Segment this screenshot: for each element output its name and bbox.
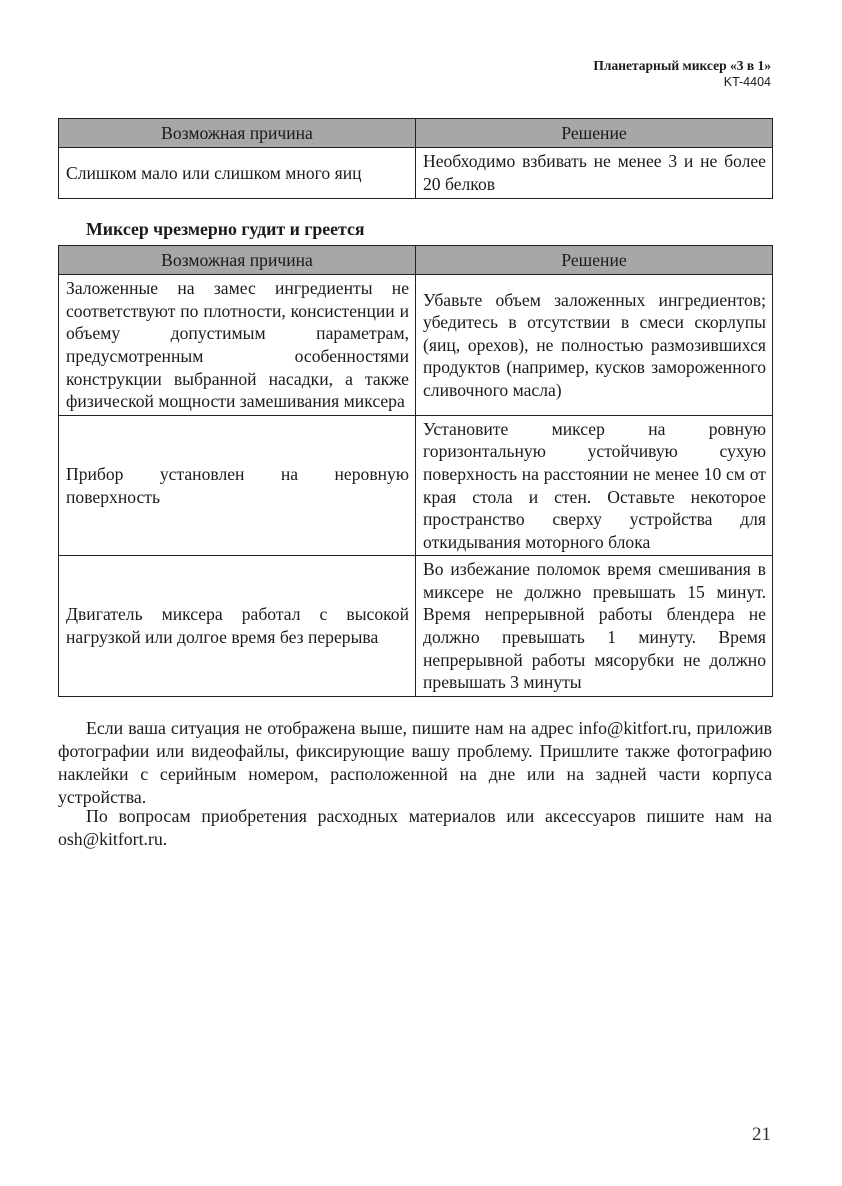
table-row [59, 416, 773, 556]
solution-cell: Во избежание поломок время смешивания в миксере не должно превышать 15 минут. Время непрерывной работы блендера не должно превышать 1 минуту. Время непрерывной работы мясорубки не должно превышать 3 минуты [416, 556, 773, 697]
solution-cell: Установите миксер на ровную горизонтальную устойчивую сухую поверхность на расстоянии не менее 10 см от края стола и стен. Оставьте некоторое пространство сверху устройства для откидывания моторного блока [416, 416, 773, 556]
cause-cell: Слишком мало или слишком много яиц [59, 148, 416, 199]
cause-cell: Заложенные на замес ингредиенты не соответствуют по плотности, консистенции и объему допустимым параметрам, предусмотренным особенностями конструкции выбранной насадки, а также физической мощности замешивания миксера [59, 275, 416, 416]
accessories-paragraph [58, 805, 772, 851]
troubleshooting-table-noise [58, 245, 773, 697]
section-title: Миксер чрезмерно гудит и греется [86, 219, 365, 239]
column-header-cause: Возможная причина [59, 119, 416, 148]
column-header-solution: Решение [416, 246, 773, 275]
troubleshooting-table-eggs [58, 118, 773, 199]
paragraph-text: По вопросам приобретения расходных материалов или аксессуаров пишите нам на osh@kitfort.ru. [58, 806, 772, 849]
column-header-solution: Решение [416, 119, 773, 148]
model-number: KT-4404 [723, 75, 771, 89]
solution-cell: Убавьте объем заложенных ингредиентов; убедитесь в отсутствии в смеси скорлупы (яиц, орехов), не полностью размозившихся продуктов (например, кусков замороженного сливочного масла) [416, 275, 773, 416]
table-row [59, 556, 773, 697]
table-row [59, 148, 773, 199]
cause-cell: Двигатель миксера работал с высокой нагрузкой или долгое время без перерыва [59, 556, 416, 697]
page-header [593, 57, 771, 91]
paragraph-text: Если ваша ситуация не отображена выше, пишите нам на адрес info@kitfort.ru, приложив фотографии или видеофайлы, фиксирующие вашу проблему. Пришлите также фотографию наклейки с серийным номером, расположенной на дне или на задней части корпуса устройства. [58, 718, 772, 807]
solution-cell: Необходимо взбивать не менее 3 и не более 20 белков [416, 148, 773, 199]
table-header-row [59, 119, 773, 148]
table-header-row [59, 246, 773, 275]
product-title: Планетарный миксер «3 в 1» [593, 58, 771, 73]
table-row [59, 275, 773, 416]
cause-cell: Прибор установлен на неровную поверхность [59, 416, 416, 556]
page-number: 21 [752, 1124, 771, 1145]
contact-paragraph [58, 717, 772, 809]
column-header-cause: Возможная причина [59, 246, 416, 275]
